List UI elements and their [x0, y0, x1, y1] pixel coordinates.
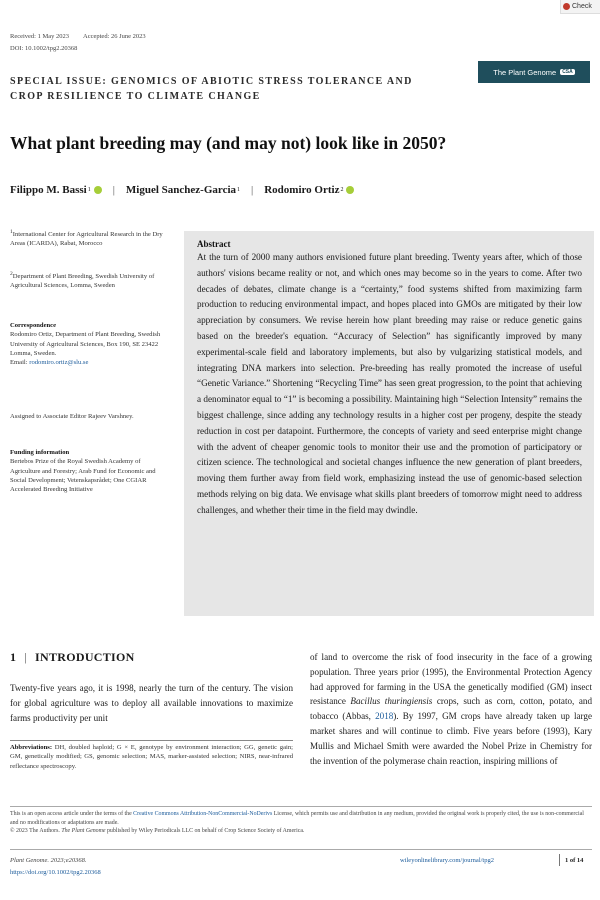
funding-block [10, 448, 170, 494]
license-line-2 [10, 827, 592, 836]
abstract-text: At the turn of 2000 many authors envisioned future plant breeding. Twenty years after, which of those authors' visions became reality or not, and which ones may become so in the years to come. After two decades of debates, climate change is a “certainty,” food systems shifted from maximizing farm production to reducing environmental impact, and hopes placed into GMOs are mitigated by their low appreciation by consumers. We revise herein how plant breeding may raise or reduce genetic gains based on the breeder's equation. “Accuracy of Selection” has significantly improved by many experimental-scale field and laboratory implements, but also by vulgarizing statistical models, and integrating DNA markers into selection. Pre-breeding has really promoted the increase of useful “Genetic Variance.” Shortening “Recycling Time” has seen great progression, to the point that achieving a denominator equal to “1” is becoming a possibility. Maintaining high “Selection Intensity” remains the biggest challenge, since adding any technology results in a higher cost per progeny, despite the steady reduction in cost per datapoint. Furthermore, the concepts of variety and seed enterprise might change with the advent of cheaper genomic tools to monitor their use and the promotion of participatory or citizen science. The technological and societal changes influence the new generation of plant breeders, moving them further away from field work, emphasizing instead the use of genomic-based selection methods relying on big data. We envisage what skills plant breeders of tomorrow might need to address challenges, and whether their time in the field may dwindle. [197, 252, 582, 515]
license-link[interactable]: Creative Commons Attribution-NonCommercial-NoDerivs [133, 811, 273, 817]
footer-journal-url [400, 857, 494, 864]
correspondence-text: Rodomiro Ortiz, Department of Plant Breeding, Swedish University of Agricultural Sciences, Box 190, SE 23422 Lomma, Sweden. [10, 331, 161, 357]
license-text: This is an open access article under the terms of the [10, 811, 134, 817]
author-bassi[interactable] [10, 184, 102, 196]
correspondence-heading: Correspondence [10, 322, 57, 329]
citation-link-abbas[interactable]: 2018 [375, 711, 394, 722]
journal-logo [478, 61, 590, 83]
email-label: Email: [10, 359, 28, 367]
copyright-journal: The Plant Genome [61, 828, 106, 835]
received-date: Received: 1 May 2023 [10, 33, 70, 40]
orcid-icon[interactable] [346, 186, 354, 194]
abbreviations-label: Abbreviations: [10, 744, 53, 751]
author-affiliation-mark: 2 [340, 187, 344, 193]
orcid-icon[interactable] [94, 186, 102, 194]
accepted-date: Accepted: 26 June 2023 [83, 33, 146, 40]
funding-heading: Funding information [10, 449, 70, 456]
intro-paragraph-right [310, 650, 592, 768]
check-for-updates-badge[interactable] [560, 0, 600, 14]
author-sanchez-garcia[interactable] [126, 184, 240, 196]
special-issue-line-1: SPECIAL ISSUE: GENOMICS OF ABIOTIC STRESS TOLERANCE AND [10, 76, 413, 87]
email-link[interactable]: rodomiro.ortiz@slu.se [29, 359, 89, 367]
intro-text-b: crops, such as corn, cotton, potato, and tobacco (Abbas, [310, 696, 592, 722]
author-separator: | [251, 184, 254, 196]
section-heading-introduction [10, 650, 135, 665]
affiliation-2 [10, 270, 170, 291]
intro-paragraph-left: Twenty-five years ago, it is 1998, nearly the turn of the century. The vision for global agriculture was to deploy all available innovations to maximize farms productivity per unit [10, 683, 293, 723]
copyright-text: published by Wiley Periodicals LLC on behalf of Crop Science Society of America. [105, 828, 305, 835]
special-issue-line-2: CROP RESILIENCE TO CLIMATE CHANGE [10, 91, 261, 102]
abbreviations-text: DH, doubled haploid; G × E, genotype by environment interaction; GG, genetic gain; GM, genetically modified; GS, genomic selection; MAS, marker-assisted selection; NIRS, near-infrared reflectance spectroscopy. [10, 744, 293, 770]
funding-text: Bertebos Prize of the Royal Swedish Academy of Agriculture and Forestry; Arab Fund for Economic and Social Development; Vetenskapsrådet; One CGIAR Accelerated Breeding Initiative [10, 458, 156, 494]
license-line-1 [10, 810, 592, 827]
copyright-text: © 2023 The Authors. [10, 828, 62, 835]
correspondence-email [10, 358, 170, 367]
author-name: Miguel Sanchez-Garcia [125, 184, 237, 196]
license-rule [10, 806, 592, 807]
abbreviations-rule [10, 740, 293, 741]
page-number: 1 of 14 [565, 857, 584, 864]
footer-rule [10, 849, 592, 850]
check-updates-icon [563, 3, 570, 10]
article-dates [10, 33, 160, 40]
journal-url-link[interactable]: wileyonlinelibrary.com/journal/tpg2 [400, 857, 494, 864]
journal-logo-badge: CSA [562, 69, 573, 75]
author-separator: | [112, 184, 115, 196]
affiliation-mark: 1 [10, 229, 13, 235]
abstract-heading: Abstract [197, 239, 231, 249]
section-title: INTRODUCTION [35, 650, 135, 664]
license-notice [10, 810, 592, 836]
abbreviations-footnote [10, 743, 293, 771]
author-name: Rodomiro Ortiz [264, 184, 340, 196]
intro-species-name: Bacillus thuringiensis [350, 696, 433, 707]
footer-doi-link[interactable]: https://doi.org/10.1002/tpg2.20368 [10, 869, 101, 876]
section-number: 1 [10, 650, 17, 664]
abstract-box [184, 231, 594, 616]
affiliation-mark: 2 [10, 271, 13, 277]
special-issue-label [10, 74, 460, 104]
intro-text-a: of land to overcome the risk of food insecurity in the face of a growing population. Three years prior (1995), the Environmental Protection Agency had approved for farming in the USA the genetically modified (GM) insect resistance [310, 652, 592, 707]
author-affiliation-mark: 1 [237, 187, 241, 193]
footer-divider [559, 854, 560, 866]
check-updates-label: Check [572, 3, 592, 10]
author-name: Filippo M. Bassi [10, 184, 87, 196]
article-doi: DOI: 10.1002/tpg2.20368 [10, 45, 78, 52]
author-list [10, 184, 590, 196]
article-title: What plant breeding may (and may not) look like in 2050? [10, 133, 447, 153]
affiliation-1 [10, 228, 170, 249]
footer-citation [10, 857, 87, 864]
journal-logo-text: The Plant Genome [493, 67, 557, 77]
author-affiliation-mark: 1 [87, 187, 91, 193]
affiliation-text: Department of Plant Breeding, Swedish University of Agricultural Sciences, Lomma, Sweden [10, 273, 155, 290]
intro-text-c: ). By 1997, GM crops have already taken up large market shares and will continue to climb. Five years before (1993), Kary Mullis and Michael Smith were awarded the Nobel Prize in Chemistry for the invention of the polymerase chain reaction, inspiring millions of [310, 711, 592, 766]
editor-note: Assigned to Associate Editor Rajeev Varshney. [10, 413, 134, 420]
footer-doi [10, 869, 101, 876]
license-text: License, which permits use and distribution in any medium, provided the original work is properly cited, the use is non-commercial and no modifications or adaptations are made. [10, 811, 584, 826]
affiliation-text: International Center for Agricultural Research in the Dry Areas (ICARDA), Rabat, Morocco [10, 231, 163, 248]
correspondence-block [10, 321, 170, 367]
section-bar: | [24, 650, 28, 664]
footer-citation-text: Plant Genome. 2023;e20368. [10, 857, 87, 864]
author-ortiz[interactable] [264, 184, 354, 196]
